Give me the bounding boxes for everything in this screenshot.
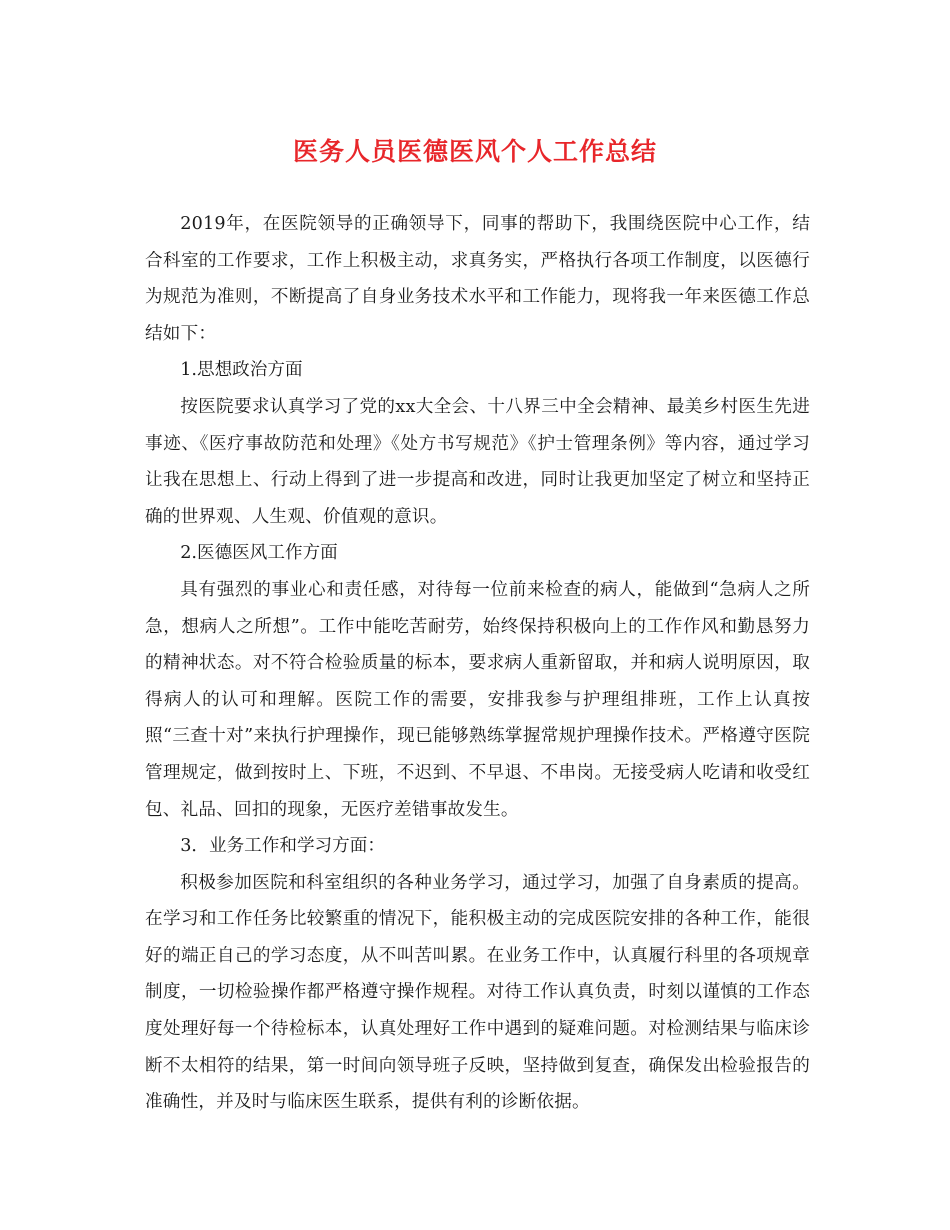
section-heading-ethics: 2.医德医风工作方面 — [180, 543, 338, 564]
document-body — [145, 206, 810, 1121]
document-title: 医务人员医德医风个人工作总结 — [292, 137, 657, 166]
section-heading-politics: 1.思想政治方面 — [180, 360, 303, 381]
section-heading-work-study: 3．业务工作和学习方面： — [180, 836, 385, 857]
intro-paragraph: 2019年，在医院领导的正确领导下，同事的帮助下，我围绕医院中心工作，结合科室的工作要求，工作上积极主动，求真务实，严格执行各项工作制度，以医德行为规范为准则，不断提高了自身业务技术水平和工作能力，现将我一年来医德工作总结如下： — [145, 214, 810, 344]
section-text-politics: 按医院要求认真学习了党的xx大全会、十八界三中全会精神、最美乡村医生先进事迹、《医疗事故防范和处理》《处方书写规范》《护士管理条例》等内容，通过学习让我在思想上、行动上得到了进一步提高和改进，同时让我更加坚定了树立和坚持正确的世界观、人生观、价值观的意识。 — [145, 396, 810, 527]
section-text-work-study: 积极参加医院和科室组织的各种业务学习，通过学习，加强了自身素质的提高。在学习和工作任务比较繁重的情况下，能积极主动的完成医院安排的各种工作，能很好的端正自己的学习态度，从不叫苦叫累。在业务工作中，认真履行科里的各项规章制度，一切检验操作都严格遵守操作规程。对待工作认真负责，时刻以谨慎的工作态度处理好每一个待检标本，认真处理好工作中遇到的疑难问题。对检测结果与临床诊断不太相符的结果，第一时间向领导班子反映，坚持做到复查，确保发出检验报告的准确性，并及时与临床医生联系，提供有利的诊断依据。 — [145, 872, 810, 1113]
section-text-ethics: 具有强烈的事业心和责任感，对待每一位前来检查的病人，能做到“急病人之所急，想病人之所想”。工作中能吃苦耐劳，始终保持积极向上的工作作风和勤恳努力的精神状态。对不符合检验质量的标本，要求病人重新留取，并和病人说明原因，取得病人的认可和理解。医院工作的需要，安排我参与护理组排班，工作上认真按照“三查十对”来执行护理操作，现已能够熟练掌握常规护理操作技术。严格遵守医院管理规定，做到按时上、下班，不迟到、不早退、不串岗。无接受病人吃请和收受红包、礼品、回扣的现象，无医疗差错事故发生。 — [145, 579, 810, 820]
